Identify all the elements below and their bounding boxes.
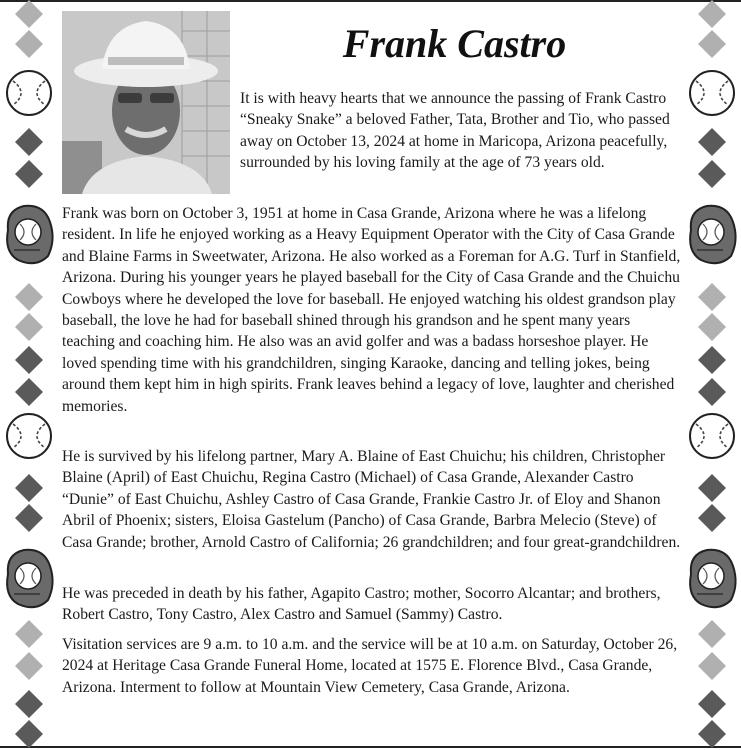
- baseball-icon: [690, 71, 734, 115]
- intro-paragraph: It is with heavy hearts that we announce the passing of Frank Castro “Sneaky Snake” a beloved Father, Tata, Brother and Tio, who passed away on October 13, 2024 at home in Maricopa, Arizona peacefully, surrounded by his loving family at the age of 73 years old.: [240, 90, 670, 172]
- obituary-title: Frank Castro: [342, 21, 567, 66]
- diamond-dark-icon: [15, 378, 43, 406]
- diamond-light-icon: [15, 652, 43, 680]
- diamond-dark-icon: [698, 504, 726, 532]
- diamond-light-icon: [698, 30, 726, 58]
- diamond-light-icon: [15, 283, 43, 311]
- right-decorative-border: [683, 0, 741, 750]
- diamond-dark-icon: [15, 346, 43, 374]
- diamond-dark-icon: [698, 128, 726, 156]
- diamond-light-icon: [15, 313, 43, 341]
- bottom-rule: [0, 746, 741, 748]
- baseball-glove-icon: [690, 550, 735, 607]
- diamond-dark-icon: [15, 160, 43, 188]
- diamond-dark-icon: [15, 690, 43, 718]
- diamond-dark-icon: [15, 128, 43, 156]
- diamond-light-icon: [698, 620, 726, 648]
- top-rule: [0, 0, 741, 2]
- portrait-photo: [62, 11, 230, 194]
- preceded-by-paragraph: He was preceded in death by his father, Agapito Castro; mother, Socorro Alcantar; and brothers, Robert Castro, Tony Castro, Alex Castro and Samuel (Sammy) Castro.: [62, 585, 661, 624]
- baseball-glove-icon: [7, 206, 52, 263]
- diamond-dark-icon: [698, 346, 726, 374]
- diamond-dark-icon: [698, 378, 726, 406]
- diamond-light-icon: [15, 30, 43, 58]
- baseball-glove-icon: [7, 550, 52, 607]
- survived-by-paragraph: He is survived by his lifelong partner, Mary A. Blaine of East Chuichu; his children, Christopher Blaine (April) of East Chuichu, Regina Castro (Michael) of Casa Grande, Alexander Castro “Dunie” of East Chuichu, Ashley Castro of Casa Grande, Frankie Castro Jr. of Eloy and Shanon Abril of Phoenix; sisters, Eloisa Gastelum (Pancho) of Casa Grande, Barbra Melecio (Steve) of Casa Grande; brother, Arnold Castro of California; 26 grandchildren; and four great-grandchildren.: [62, 448, 681, 551]
- diamond-dark-icon: [15, 474, 43, 502]
- diamond-light-icon: [698, 313, 726, 341]
- diamond-dark-icon: [698, 690, 726, 718]
- diamond-light-icon: [698, 0, 726, 28]
- baseball-icon: [690, 414, 734, 458]
- portrait-photo-icon: [62, 11, 230, 194]
- baseball-glove-icon: [690, 206, 735, 263]
- diamond-dark-icon: [15, 504, 43, 532]
- diamond-light-icon: [15, 0, 43, 28]
- diamond-dark-icon: [698, 160, 726, 188]
- diamond-light-icon: [698, 652, 726, 680]
- diamond-dark-icon: [698, 720, 726, 748]
- diamond-dark-icon: [15, 720, 43, 748]
- diamond-dark-icon: [698, 474, 726, 502]
- services-paragraph: Visitation services are 9 a.m. to 10 a.m. and the service will be at 10 a.m. on Saturday, October 26, 2024 at Heritage Casa Grande Funeral Home, located at 1575 E. Florence Blvd., Casa Grande, Arizona. Interment to follow at Mountain View Cemetery, Casa Grande, Arizona.: [62, 636, 678, 696]
- left-decorative-border: [0, 0, 58, 750]
- diamond-light-icon: [15, 620, 43, 648]
- life-paragraph: Frank was born on October 3, 1951 at home in Casa Grande, Arizona where he was a lifelong resident. In life he enjoyed working as a Heavy Equipment Operator with the City of Casa Grande and Blaine Farms in Sweetwater, Arizona. He also worked as a Foreman for A.G. Turf in Stanfield, Arizona. During his younger years he played baseball for the City of Casa Grande and the Chuichu Cowboys where he developed the love for baseball. He enjoyed watching his oldest grandson play baseball, the love he had for baseball shined through his grandson and he spent many years teaching and coaching him. He also was an avid golfer and was a badass horseshoe player. He loved spending time with his grandchildren, singing Karaoke, dancing and telling jokes, being around them kept him in high spirits. Frank leaves behind a legacy of love, laughter and cherished memories.: [62, 205, 681, 415]
- diamond-light-icon: [698, 283, 726, 311]
- baseball-icon: [7, 71, 51, 115]
- baseball-icon: [7, 414, 51, 458]
